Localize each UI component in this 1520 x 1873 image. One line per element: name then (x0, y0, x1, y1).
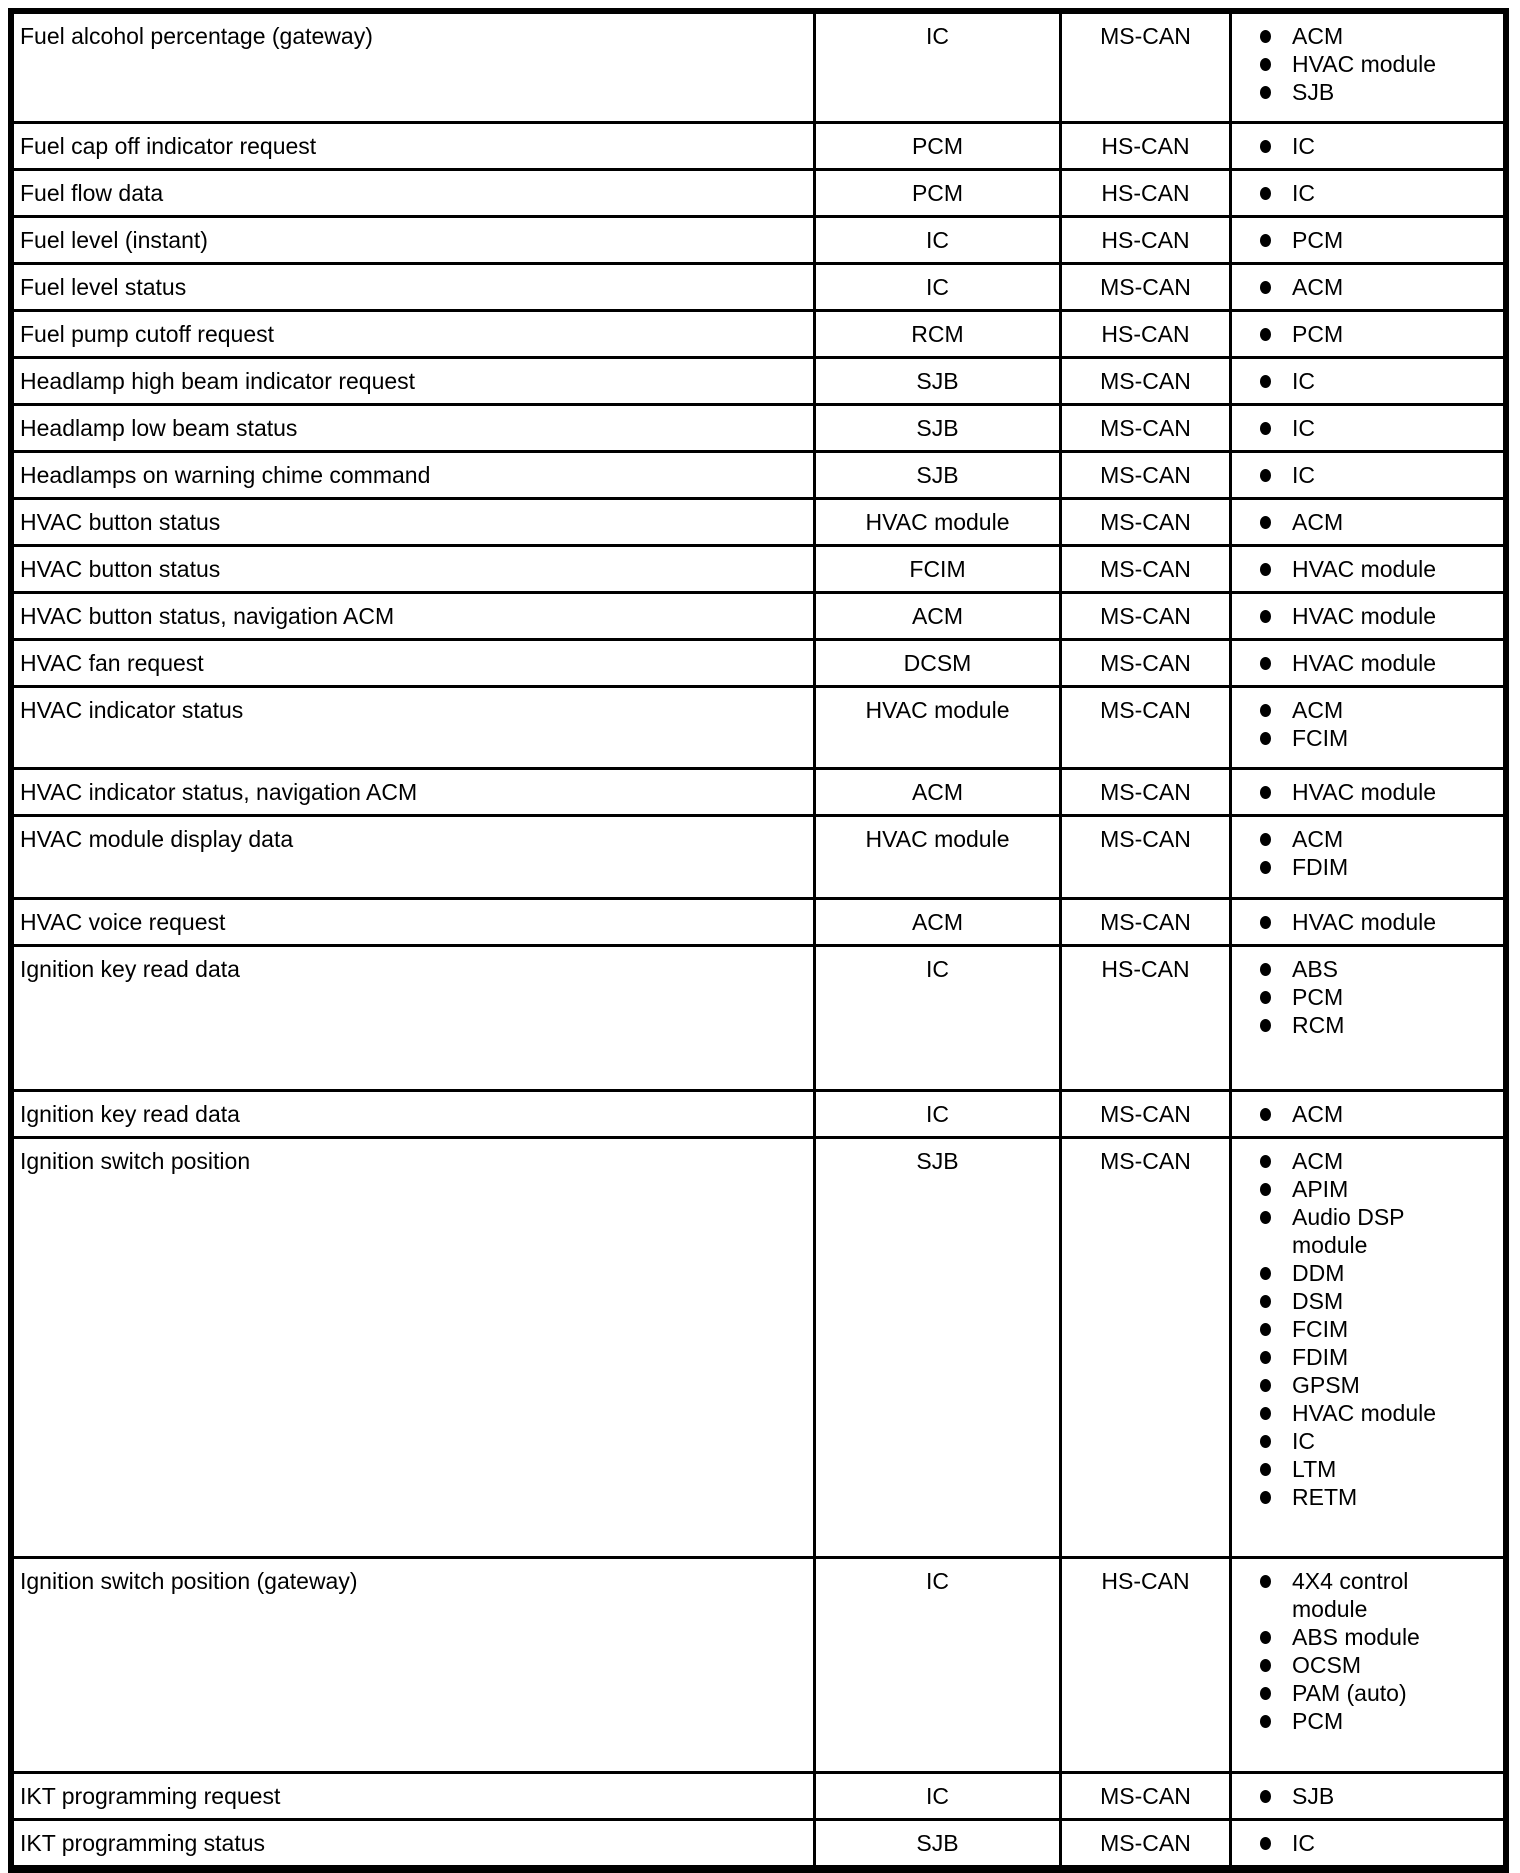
receiver-label: RETM (1292, 1484, 1358, 1510)
bullet-icon (1260, 861, 1271, 874)
message-cell: HVAC button status (20, 556, 221, 582)
receivers-cell (1229, 218, 1503, 262)
bullet-icon (1260, 1631, 1271, 1644)
network-cell: MS-CAN (1059, 453, 1229, 497)
message-cell: Headlamp high beam indicator request (20, 368, 416, 394)
table-row (14, 638, 1503, 685)
originator-cell: IC (813, 14, 1059, 121)
receiver-label: IC (1292, 462, 1315, 488)
bullet-icon (1260, 1267, 1271, 1280)
network-cell: MS-CAN (1059, 770, 1229, 814)
receiver-label: OCSM (1292, 1652, 1361, 1678)
table-row (14, 121, 1503, 168)
receivers-list (1232, 22, 1503, 106)
bullet-icon (1260, 786, 1271, 799)
table-row (14, 1818, 1503, 1865)
message-cell: Fuel flow data (20, 180, 164, 206)
bullet-icon (1260, 1715, 1271, 1728)
table-row (14, 14, 1503, 121)
receivers-cell (1229, 547, 1503, 591)
receivers-list (1232, 1567, 1503, 1735)
receiver-item (1232, 1829, 1503, 1857)
originator-cell: PCM (813, 171, 1059, 215)
message-cell: HVAC button status (20, 509, 221, 535)
message-cell: HVAC button status, navigation ACM (20, 603, 395, 629)
receivers-list (1232, 414, 1503, 442)
bullet-icon (1260, 1155, 1271, 1168)
table-row (14, 403, 1503, 450)
receiver-label: ACM (1292, 274, 1344, 300)
receiver-label: PCM (1292, 321, 1344, 347)
bullet-icon (1260, 1407, 1271, 1420)
bullet-icon (1260, 1659, 1271, 1672)
receiver-label: IC (1292, 368, 1315, 394)
network-cell: HS-CAN (1059, 124, 1229, 168)
receivers-list (1232, 132, 1503, 160)
receiver-item (1232, 908, 1503, 936)
receivers-cell (1229, 947, 1503, 1089)
receivers-list (1232, 320, 1503, 348)
receiver-label: HVAC module (1292, 1400, 1437, 1426)
receivers-cell (1229, 265, 1503, 309)
message-cell: Ignition switch position (gateway) (20, 1568, 358, 1594)
receiver-label: HVAC module (1292, 909, 1437, 935)
receiver-item (1232, 226, 1503, 254)
network-cell: HS-CAN (1059, 947, 1229, 1089)
message-cell: HVAC fan request (20, 650, 204, 676)
originator-cell: DCSM (813, 641, 1059, 685)
network-cell: MS-CAN (1059, 594, 1229, 638)
receiver-item (1232, 78, 1503, 106)
bullet-icon (1260, 1837, 1271, 1850)
bullet-icon (1260, 375, 1271, 388)
originator-cell: IC (813, 1092, 1059, 1136)
receivers-list (1232, 955, 1503, 1039)
table-row (14, 944, 1503, 1089)
receiver-label: RCM (1292, 1012, 1345, 1038)
receiver-item (1232, 1782, 1503, 1810)
receivers-list (1232, 179, 1503, 207)
bullet-icon (1260, 328, 1271, 341)
message-cell: HVAC voice request (20, 909, 226, 935)
receiver-item (1232, 22, 1503, 50)
bullet-icon (1260, 187, 1271, 200)
table-row (14, 215, 1503, 262)
network-cell: MS-CAN (1059, 406, 1229, 450)
originator-cell: IC (813, 1774, 1059, 1818)
network-cell: HS-CAN (1059, 218, 1229, 262)
table-row (14, 1556, 1503, 1771)
receiver-item (1232, 50, 1503, 78)
receiver-item (1232, 1315, 1503, 1343)
receiver-label: IC (1292, 415, 1315, 441)
receiver-item (1232, 367, 1503, 395)
network-message-chart-table (8, 8, 1509, 1873)
bullet-icon (1260, 1351, 1271, 1364)
receiver-item (1232, 1455, 1503, 1483)
table-row (14, 767, 1503, 814)
network-cell: MS-CAN (1059, 265, 1229, 309)
network-cell: MS-CAN (1059, 1774, 1229, 1818)
table-row (14, 685, 1503, 767)
message-cell: HVAC indicator status (20, 697, 244, 723)
bullet-icon (1260, 916, 1271, 929)
receiver-label: HVAC module (1292, 779, 1437, 805)
network-cell: MS-CAN (1059, 817, 1229, 897)
receivers-cell (1229, 1559, 1503, 1771)
bullet-icon (1260, 963, 1271, 976)
bullet-icon (1260, 1463, 1271, 1476)
network-cell: MS-CAN (1059, 359, 1229, 403)
receiver-label: HVAC module (1292, 556, 1437, 582)
receiver-label: HVAC module (1292, 51, 1437, 77)
receiver-item (1232, 1147, 1503, 1175)
table-row (14, 814, 1503, 897)
table-row (14, 1089, 1503, 1136)
receiver-item (1232, 1371, 1503, 1399)
bullet-icon (1260, 1019, 1271, 1032)
receiver-item (1232, 320, 1503, 348)
originator-cell: PCM (813, 124, 1059, 168)
bullet-icon (1260, 1183, 1271, 1196)
receivers-list (1232, 1782, 1503, 1810)
bullet-icon (1260, 732, 1271, 745)
receivers-list (1232, 367, 1503, 395)
table-row (14, 1136, 1503, 1556)
bullet-icon (1260, 1108, 1271, 1121)
receivers-cell (1229, 406, 1503, 450)
receiver-item (1232, 1011, 1503, 1039)
originator-cell: HVAC module (813, 817, 1059, 897)
receiver-label: ACM (1292, 23, 1344, 49)
receiver-label: IC (1292, 1428, 1315, 1454)
receiver-item (1232, 778, 1503, 806)
bullet-icon (1260, 563, 1271, 576)
receivers-cell (1229, 453, 1503, 497)
message-cell: Fuel alcohol percentage (gateway) (20, 23, 373, 49)
receivers-cell (1229, 594, 1503, 638)
receivers-cell (1229, 817, 1503, 897)
receiver-label: ACM (1292, 826, 1344, 852)
originator-cell: IC (813, 218, 1059, 262)
receiver-item (1232, 853, 1503, 881)
receivers-cell (1229, 312, 1503, 356)
receivers-list (1232, 1100, 1503, 1128)
receiver-label: FCIM (1292, 725, 1349, 751)
bullet-icon (1260, 469, 1271, 482)
bullet-icon (1260, 1295, 1271, 1308)
receivers-list (1232, 908, 1503, 936)
receiver-label: FCIM (1292, 1316, 1349, 1342)
bullet-icon (1260, 58, 1271, 71)
receiver-label: IC (1292, 133, 1315, 159)
receiver-item (1232, 1567, 1503, 1623)
originator-cell: SJB (813, 406, 1059, 450)
receiver-label: PAM (auto) (1292, 1680, 1407, 1706)
bullet-icon (1260, 991, 1271, 1004)
originator-cell: RCM (813, 312, 1059, 356)
receiver-label: ACM (1292, 697, 1344, 723)
originator-cell: ACM (813, 594, 1059, 638)
receivers-list (1232, 1829, 1503, 1857)
network-cell: MS-CAN (1059, 688, 1229, 767)
bullet-icon (1260, 1790, 1271, 1803)
receivers-cell (1229, 500, 1503, 544)
receivers-cell (1229, 14, 1503, 121)
receivers-list (1232, 825, 1503, 881)
receivers-cell (1229, 1821, 1503, 1865)
message-cell: Ignition key read data (20, 956, 240, 982)
bullet-icon (1260, 1491, 1271, 1504)
receivers-cell (1229, 770, 1503, 814)
message-cell: IKT programming status (20, 1830, 266, 1856)
bullet-icon (1260, 1323, 1271, 1336)
receivers-cell (1229, 641, 1503, 685)
originator-cell: IC (813, 947, 1059, 1089)
originator-cell: SJB (813, 453, 1059, 497)
receiver-item (1232, 555, 1503, 583)
network-cell: MS-CAN (1059, 900, 1229, 944)
receiver-item (1232, 508, 1503, 536)
table-row (14, 497, 1503, 544)
network-cell: HS-CAN (1059, 1559, 1229, 1771)
bullet-icon (1260, 833, 1271, 846)
receiver-item (1232, 1100, 1503, 1128)
bullet-icon (1260, 281, 1271, 294)
receiver-label: FDIM (1292, 854, 1349, 880)
message-cell: Fuel cap off indicator request (20, 133, 317, 159)
message-cell: HVAC module display data (20, 826, 294, 852)
receivers-cell (1229, 171, 1503, 215)
receivers-cell (1229, 359, 1503, 403)
network-cell: MS-CAN (1059, 14, 1229, 121)
receivers-list (1232, 602, 1503, 630)
receiver-item (1232, 179, 1503, 207)
receivers-cell (1229, 124, 1503, 168)
bullet-icon (1260, 1435, 1271, 1448)
message-cell: Fuel level status (20, 274, 187, 300)
network-cell: MS-CAN (1059, 1092, 1229, 1136)
receiver-label: SJB (1292, 79, 1335, 105)
receiver-label: LTM (1292, 1456, 1337, 1482)
receiver-label: SJB (1292, 1783, 1335, 1809)
bullet-icon (1260, 140, 1271, 153)
receiver-label: PCM (1292, 227, 1344, 253)
network-cell: HS-CAN (1059, 171, 1229, 215)
table-row (14, 897, 1503, 944)
receiver-item (1232, 1259, 1503, 1287)
message-cell: HVAC indicator status, navigation ACM (20, 779, 418, 805)
table-row (14, 591, 1503, 638)
receiver-item (1232, 414, 1503, 442)
receiver-label: IC (1292, 1830, 1315, 1856)
bullet-icon (1260, 1575, 1271, 1588)
receivers-cell (1229, 1774, 1503, 1818)
bullet-icon (1260, 657, 1271, 670)
receiver-item (1232, 724, 1503, 752)
originator-cell: ACM (813, 770, 1059, 814)
receivers-cell (1229, 688, 1503, 767)
originator-cell: SJB (813, 1139, 1059, 1556)
receiver-item (1232, 1707, 1503, 1735)
receivers-list (1232, 696, 1503, 752)
message-cell: Fuel level (instant) (20, 227, 208, 253)
receiver-item (1232, 1651, 1503, 1679)
receivers-list (1232, 649, 1503, 677)
receiver-item (1232, 1287, 1503, 1315)
receiver-item (1232, 983, 1503, 1011)
network-cell: HS-CAN (1059, 312, 1229, 356)
message-cell: Fuel pump cutoff request (20, 321, 274, 347)
message-cell: Headlamp low beam status (20, 415, 298, 441)
message-cell: Ignition switch position (20, 1148, 251, 1174)
originator-cell: HVAC module (813, 688, 1059, 767)
receiver-item (1232, 649, 1503, 677)
receiver-label: GPSM (1292, 1372, 1360, 1398)
receiver-label: APIM (1292, 1176, 1349, 1202)
bullet-icon (1260, 704, 1271, 717)
receivers-list (1232, 273, 1503, 301)
bullet-icon (1260, 610, 1271, 623)
network-cell: MS-CAN (1059, 547, 1229, 591)
receiver-label: 4X4 control module (1292, 1568, 1409, 1622)
originator-cell: FCIM (813, 547, 1059, 591)
network-cell: MS-CAN (1059, 1821, 1229, 1865)
originator-cell: IC (813, 265, 1059, 309)
originator-cell: HVAC module (813, 500, 1059, 544)
receivers-cell (1229, 1092, 1503, 1136)
receiver-label: HVAC module (1292, 650, 1437, 676)
receiver-label: HVAC module (1292, 603, 1437, 629)
receivers-list (1232, 555, 1503, 583)
receiver-item (1232, 955, 1503, 983)
receiver-label: DDM (1292, 1260, 1345, 1286)
receiver-label: DSM (1292, 1288, 1344, 1314)
network-cell: MS-CAN (1059, 500, 1229, 544)
table-row (14, 262, 1503, 309)
receiver-item (1232, 696, 1503, 724)
network-cell: MS-CAN (1059, 641, 1229, 685)
receiver-label: ABS module (1292, 1624, 1420, 1650)
bullet-icon (1260, 86, 1271, 99)
bullet-icon (1260, 1211, 1271, 1224)
receivers-cell (1229, 1139, 1503, 1556)
receiver-item (1232, 825, 1503, 853)
bullet-icon (1260, 516, 1271, 529)
receiver-item (1232, 1203, 1503, 1259)
bullet-icon (1260, 422, 1271, 435)
originator-cell: SJB (813, 1821, 1059, 1865)
receiver-item (1232, 1483, 1503, 1511)
message-cell: Ignition key read data (20, 1101, 240, 1127)
table-row (14, 309, 1503, 356)
receiver-label: ACM (1292, 1148, 1344, 1174)
table-row (14, 168, 1503, 215)
receiver-label: ABS (1292, 956, 1339, 982)
bullet-icon (1260, 1687, 1271, 1700)
network-cell: MS-CAN (1059, 1139, 1229, 1556)
receivers-list (1232, 778, 1503, 806)
table-row (14, 450, 1503, 497)
originator-cell: ACM (813, 900, 1059, 944)
receivers-list (1232, 226, 1503, 254)
receiver-label: PCM (1292, 984, 1344, 1010)
receiver-label: ACM (1292, 509, 1344, 535)
receiver-label: IC (1292, 180, 1315, 206)
originator-cell: IC (813, 1559, 1059, 1771)
bullet-icon (1260, 1379, 1271, 1392)
receiver-label: PCM (1292, 1708, 1344, 1734)
receiver-item (1232, 1427, 1503, 1455)
receiver-item (1232, 132, 1503, 160)
table-row (14, 356, 1503, 403)
message-cell: Headlamps on warning chime command (20, 462, 431, 488)
receiver-item (1232, 602, 1503, 630)
receiver-label: FDIM (1292, 1344, 1349, 1370)
bullet-icon (1260, 234, 1271, 247)
table-row (14, 1771, 1503, 1818)
message-cell: IKT programming request (20, 1783, 281, 1809)
receiver-item (1232, 461, 1503, 489)
receiver-label: ACM (1292, 1101, 1344, 1127)
receivers-list (1232, 461, 1503, 489)
table-row (14, 544, 1503, 591)
bullet-icon (1260, 30, 1271, 43)
receiver-item (1232, 1679, 1503, 1707)
receivers-list (1232, 508, 1503, 536)
receiver-item (1232, 1343, 1503, 1371)
receiver-item (1232, 273, 1503, 301)
receivers-cell (1229, 900, 1503, 944)
originator-cell: SJB (813, 359, 1059, 403)
receiver-label: Audio DSP module (1292, 1204, 1405, 1258)
receiver-item (1232, 1623, 1503, 1651)
receivers-list (1232, 1147, 1503, 1511)
receiver-item (1232, 1399, 1503, 1427)
receiver-item (1232, 1175, 1503, 1203)
